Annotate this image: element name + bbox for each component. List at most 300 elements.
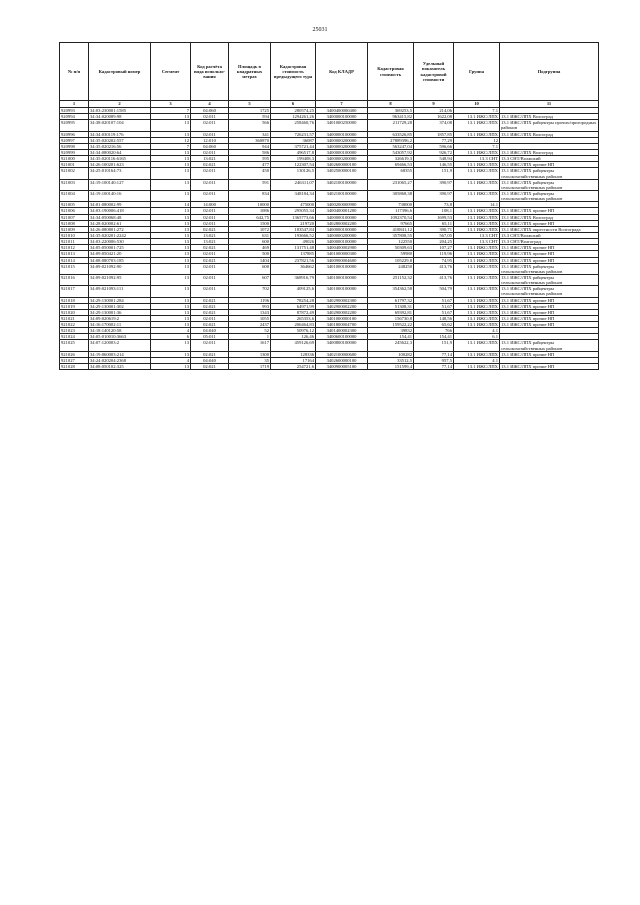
cadastral-cost-cell: 69466,53 bbox=[368, 162, 414, 168]
group-cell: 13.1 ИЖС/ЛПХ bbox=[454, 263, 500, 274]
cadastral-cost-cell: 563247,04 bbox=[368, 143, 414, 149]
header-cell: Кадастровый номер bbox=[89, 43, 151, 101]
row-number-cell: 921013 bbox=[60, 251, 89, 257]
kladr-code-cell: 3400900004600 bbox=[316, 257, 368, 263]
cadastral-cost-cell: 231065,27 bbox=[368, 179, 414, 190]
previous-cost-cell: 78254,28 bbox=[271, 297, 316, 303]
subgroup-cell: 13.1 ИЖС/ЛПХ прочие НП bbox=[500, 220, 599, 226]
area-cell: 2437 bbox=[229, 322, 271, 328]
usage-code-cell: 02:021 bbox=[191, 303, 229, 309]
usage-code-cell: 13:021 bbox=[191, 232, 229, 238]
column-number: 3 bbox=[151, 101, 191, 108]
area-cell: 1086 bbox=[229, 208, 271, 214]
unit-cost-cell: 108,1 bbox=[414, 208, 454, 214]
page-number: 25031 bbox=[312, 27, 328, 33]
area-cell: 566 bbox=[229, 120, 271, 131]
row-number-cell: 921016 bbox=[60, 274, 89, 285]
group-cell: 13.1 ИЖС/ЛПХ bbox=[454, 168, 500, 179]
group-cell: 4.1 bbox=[454, 328, 500, 334]
segment-cell: 6 bbox=[151, 334, 191, 340]
subgroup-cell: 13.1 ИЖС/ЛПХ райцентры сельскохозяйственных районов bbox=[500, 340, 599, 351]
cadastral-number-cell: 34:09:021092:95 bbox=[89, 274, 151, 285]
cadastral-number-cell: 34:09:020619:2 bbox=[89, 315, 151, 321]
cadastral-cost-cell: 27889396,2 bbox=[368, 137, 414, 143]
table-row bbox=[60, 286, 599, 297]
segment-cell: 13 bbox=[151, 149, 191, 155]
unit-cost-cell: 148,56 bbox=[414, 315, 454, 321]
cadastral-number-cell: 34:01:080002:99 bbox=[89, 202, 151, 208]
cadastral-number-cell: 34:35:020216:56 bbox=[89, 143, 151, 149]
unit-cost-cell: 77,14 bbox=[414, 351, 454, 357]
previous-cost-cell: 368916,79 bbox=[271, 274, 316, 285]
kladr-code-cell: 3400000100000 bbox=[316, 239, 368, 245]
usage-code-cell: 02:021 bbox=[191, 351, 229, 357]
row-number-cell: 921002 bbox=[60, 168, 89, 179]
column-number: 11 bbox=[500, 101, 599, 108]
cadastral-number-cell: 34:09:021092:90 bbox=[89, 263, 151, 274]
table-body bbox=[60, 108, 599, 370]
segment-cell: 13 bbox=[151, 179, 191, 190]
unit-cost-cell: 1622,08 bbox=[414, 114, 454, 120]
usage-code-cell: 02:011 bbox=[191, 220, 229, 226]
usage-code-cell: 02:011 bbox=[191, 114, 229, 120]
cadastral-number-cell: 34:09:021093:111 bbox=[89, 286, 151, 297]
area-cell: 1300 bbox=[229, 351, 271, 357]
segment-cell: 13 bbox=[151, 257, 191, 263]
subgroup-cell: 13.1 ИЖС/ЛПХ райцентры сельскохозяйственных районов bbox=[500, 168, 599, 179]
area-cell: 1404 bbox=[229, 257, 271, 263]
area-cell: 450 bbox=[229, 168, 271, 179]
cadastral-cost-cell: 59980 bbox=[368, 251, 414, 257]
cadastral-cost-cell: 543057,92 bbox=[368, 149, 414, 155]
unit-cost-cell: 51,67 bbox=[414, 297, 454, 303]
previous-cost-cell: 246311,07 bbox=[271, 179, 316, 190]
previous-cost-cell: 496517,8 bbox=[271, 149, 316, 155]
unit-cost-cell: 504,79 bbox=[414, 286, 454, 297]
segment-cell: 7 bbox=[151, 143, 191, 149]
cadastral-number-cell: 34:03:220006:530 bbox=[89, 239, 151, 245]
kladr-code-cell: 3400600100000 bbox=[316, 334, 368, 340]
segment-cell: 13 bbox=[151, 251, 191, 257]
kladr-code-cell: 3400400001200 bbox=[316, 208, 368, 214]
usage-code-cell: 02:011 bbox=[191, 179, 229, 190]
usage-code-cell: 02:011 bbox=[191, 286, 229, 297]
group-cell: 13.1 ИЖС/ЛПХ bbox=[454, 315, 500, 321]
cadastral-number-cell: 34:19:100140:16 bbox=[89, 190, 151, 201]
usage-code-cell: 04:060 bbox=[191, 143, 229, 149]
group-cell: 13.1 ИЖС/ЛПХ bbox=[454, 149, 500, 155]
column-number-row bbox=[60, 101, 599, 108]
subgroup-cell: 13.1 ИЖС/ЛПХ прочие НП bbox=[500, 297, 599, 303]
cadastral-number-cell: 34:35:020202:557 bbox=[89, 137, 151, 143]
subgroup-cell: 13.1 ИЖС/ЛПХ прочие НП bbox=[500, 208, 599, 214]
row-number-cell: 920999 bbox=[60, 149, 89, 155]
kladr-code-cell: 3400900005100 bbox=[316, 364, 368, 370]
segment-cell: 14 bbox=[151, 202, 191, 208]
usage-code-cell: 13:021 bbox=[191, 239, 229, 245]
previous-cost-cell: 348184,34 bbox=[271, 190, 316, 201]
area-cell: 52 bbox=[229, 328, 271, 334]
kladr-code-cell: 3400000100000 bbox=[316, 226, 368, 232]
table-row bbox=[60, 179, 599, 190]
unit-cost-cell: 146,55 bbox=[414, 162, 454, 168]
kladr-code-cell: 3400200000900 bbox=[316, 202, 368, 208]
cadastral-cost-cell: 738000 bbox=[368, 202, 414, 208]
area-cell: 1196 bbox=[229, 297, 271, 303]
cadastral-cost-cell: 68355 bbox=[368, 168, 414, 179]
cadastral-cost-cell: 251152,32 bbox=[368, 274, 414, 285]
previous-cost-cell: 364662 bbox=[271, 263, 316, 274]
previous-cost-cell: 265353,6 bbox=[271, 315, 316, 321]
area-cell: 586 bbox=[229, 149, 271, 155]
subgroup-cell: 13.1 ИЖС/ЛПХ прочие НП bbox=[500, 303, 599, 309]
unit-cost-cell: 413,76 bbox=[414, 263, 454, 274]
cadastral-cost-cell: 105229,8 bbox=[368, 257, 414, 263]
subgroup-cell: 13.1 ИЖС/ЛПХ прочие НП bbox=[500, 351, 599, 357]
previous-cost-cell: 726231,57 bbox=[271, 131, 316, 137]
header-cell: Сегмент bbox=[151, 43, 191, 101]
row-number-cell: 920997 bbox=[60, 137, 89, 143]
subgroup-cell: 13.1 ИЖС/ЛПХ Волгоград bbox=[500, 131, 599, 137]
kladr-code-cell: 3402800002200 bbox=[316, 220, 368, 226]
header-cell: Код расчёта вида использо-вания bbox=[191, 43, 229, 101]
subgroup-cell: 13.1 ИЖС/ЛПХ прочие НП bbox=[500, 251, 599, 257]
previous-cost-cell: 206464,83 bbox=[271, 322, 316, 328]
previous-cost-cell: 50976,12 bbox=[271, 328, 316, 334]
kladr-code-cell: 3402100100000 bbox=[316, 190, 368, 201]
previous-cost-cell: 49026 bbox=[271, 239, 316, 245]
area-cell: 642,75 bbox=[229, 214, 271, 220]
kladr-code-cell: 3402600000100 bbox=[316, 162, 368, 168]
previous-cost-cell: 219720 bbox=[271, 220, 316, 226]
header-cell: Код КЛАДР bbox=[316, 43, 368, 101]
segment-cell: 13 bbox=[151, 190, 191, 201]
kladr-code-cell: 3401000000300 bbox=[316, 251, 368, 257]
cadastral-number-cell: 34:26:080801:272 bbox=[89, 226, 151, 232]
unit-cost-cell: 1699,53 bbox=[414, 214, 454, 220]
row-number-cell: 920998 bbox=[60, 143, 89, 149]
area-cell: 500 bbox=[229, 251, 271, 257]
unit-cost-cell: 74,95 bbox=[414, 257, 454, 263]
previous-cost-cell: 237821,56 bbox=[271, 257, 316, 263]
header-cell: Кадастровая стоимость предыдущего тура bbox=[271, 43, 316, 101]
usage-code-cell: 02:021 bbox=[191, 297, 229, 303]
cadastral-cost-cell: 326619,3 bbox=[368, 156, 414, 162]
usage-code-cell: 04:040 bbox=[191, 357, 229, 363]
row-number-cell: 921003 bbox=[60, 179, 89, 190]
area-cell: 600 bbox=[229, 239, 271, 245]
column-number: 7 bbox=[316, 101, 368, 108]
row-number-cell: 921001 bbox=[60, 162, 89, 168]
previous-cost-cell: 183547,84 bbox=[271, 226, 316, 232]
group-cell: 13.1 ИЖС/ЛПХ bbox=[454, 114, 500, 120]
column-number: 1 bbox=[60, 101, 89, 108]
cadastral-number-cell: 34:08:080703:185 bbox=[89, 257, 151, 263]
unit-cost-cell: 151,9 bbox=[414, 340, 454, 351]
segment-cell: 7 bbox=[151, 108, 191, 114]
unit-cost-cell: 77,29 bbox=[414, 137, 454, 143]
segment-cell: 13 bbox=[151, 245, 191, 251]
segment-cell: 13 bbox=[151, 214, 191, 220]
usage-code-cell: 02:021 bbox=[191, 162, 229, 168]
kladr-code-cell: 3401000250000 bbox=[316, 120, 368, 131]
previous-cost-cell: 126,46 bbox=[271, 334, 316, 340]
previous-cost-cell: 1294261,26 bbox=[271, 114, 316, 120]
cadastral-number-cell: 34:29:130001:36 bbox=[89, 309, 151, 315]
unit-cost-cell: 204,25 bbox=[414, 239, 454, 245]
usage-code-cell: 02:011 bbox=[191, 131, 229, 137]
unit-cost-cell: 567,05 bbox=[414, 232, 454, 238]
cadastral-cost-cell: 159522,22 bbox=[368, 322, 414, 328]
header-cell: Площадь в квадратных метрах bbox=[229, 43, 271, 101]
usage-code-cell: 14:000 bbox=[191, 202, 229, 208]
cadastral-cost-cell: 369253,5 bbox=[368, 108, 414, 114]
group-cell: 13.1 ИЖС/ЛПХ bbox=[454, 245, 500, 251]
unit-cost-cell: 51,67 bbox=[414, 309, 454, 315]
cadastral-number-cell: 34:28:020002:61 bbox=[89, 220, 151, 226]
group-cell: 13.1 ИЖС/ЛПХ bbox=[454, 297, 500, 303]
kladr-code-cell: 3402600000100 bbox=[316, 357, 368, 363]
unit-cost-cell: 51,67 bbox=[414, 303, 454, 309]
segment-cell: 13 bbox=[151, 351, 191, 357]
segment-cell: 13 bbox=[151, 114, 191, 120]
group-cell: 13.3 СНТ bbox=[454, 232, 500, 238]
subgroup-cell: 13.1 ИЖС/ЛПХ окрестности Волгограда bbox=[500, 226, 599, 232]
group-cell: 13.1 ИЖС/ЛПХ bbox=[454, 303, 500, 309]
previous-cost-cell: 258460,76 bbox=[271, 120, 316, 131]
row-number-cell: 921017 bbox=[60, 286, 89, 297]
kladr-code-cell: 3402900002200 bbox=[316, 303, 368, 309]
subgroup-cell: 13.1 ИЖС/ЛПХ прочие НП bbox=[500, 257, 599, 263]
area-cell: 360870 bbox=[229, 137, 271, 143]
previous-cost-cell: 199408,3 bbox=[271, 156, 316, 162]
header-cell: Подгруппа bbox=[500, 43, 599, 101]
subgroup-cell: 13.1 ИЖС/ЛПХ райцентры сельскохозяйственных районов bbox=[500, 274, 599, 285]
cadastral-number-cell: 34:29:130001:302 bbox=[89, 303, 151, 309]
header-cell: Кадастровая стоимость bbox=[368, 43, 414, 101]
table-row bbox=[60, 364, 599, 370]
group-cell: 7.1 bbox=[454, 143, 500, 149]
usage-code-cell: 02:021 bbox=[191, 257, 229, 263]
unit-cost-cell: 390,97 bbox=[414, 190, 454, 201]
area-cell: 469 bbox=[229, 245, 271, 251]
kladr-code-cell: 3400000100000 bbox=[316, 114, 368, 120]
previous-cost-cell: 280574,25 bbox=[271, 108, 316, 114]
group-cell: 13.3 СНТ bbox=[454, 239, 500, 245]
unit-cost-cell: 926,72 bbox=[414, 149, 454, 155]
cadastral-number-cell: 34:34:020089:98 bbox=[89, 114, 151, 120]
cadastral-number-cell: 34:34:030119:176 bbox=[89, 131, 151, 137]
cadastral-cost-cell: 122550 bbox=[368, 239, 414, 245]
previous-cost-cell: 375721,44 bbox=[271, 143, 316, 149]
cadastral-cost-cell: 154,41 bbox=[368, 334, 414, 340]
area-cell: 341 bbox=[229, 131, 271, 137]
cadastral-number-cell: 34:05:050001:725 bbox=[89, 245, 151, 251]
area-cell: 944 bbox=[229, 143, 271, 149]
segment-cell: 13 bbox=[151, 120, 191, 131]
segment-cell: 13 bbox=[151, 162, 191, 168]
column-number: 9 bbox=[414, 101, 454, 108]
usage-code-cell: 02:021 bbox=[191, 245, 229, 251]
segment-cell: 13 bbox=[151, 286, 191, 297]
cadastral-cost-cell: 354362,58 bbox=[368, 286, 414, 297]
column-number: 8 bbox=[368, 101, 414, 108]
usage-code-cell: 02:021 bbox=[191, 309, 229, 315]
cadastral-number-cell: 34:07:120003:2 bbox=[89, 340, 151, 351]
group-cell: 12 bbox=[454, 137, 500, 143]
previous-cost-cell: 122307,54 bbox=[271, 162, 316, 168]
area-cell: 1500 bbox=[229, 220, 271, 226]
previous-cost-cell: 475000 bbox=[271, 202, 316, 208]
cadastral-number-cell: 34:03:190006:418 bbox=[89, 208, 151, 214]
row-number-cell: 921009 bbox=[60, 226, 89, 232]
cadastral-number-cell: 34:08:050102:325 bbox=[89, 364, 151, 370]
cadastral-cost-cell: 357808,55 bbox=[368, 232, 414, 238]
cadastral-cost-cell: 211729,28 bbox=[368, 120, 414, 131]
group-cell: 13.1 ИЖС/ЛПХ bbox=[454, 162, 500, 168]
cadastral-cost-cell: 1092370,54 bbox=[368, 214, 414, 220]
table-row bbox=[60, 120, 599, 131]
group-cell: 13.1 ИЖС/ЛПХ bbox=[454, 179, 500, 190]
subgroup-cell: 13.1 ИЖС/ЛПХ райцентры сельскохозяйственных районов bbox=[500, 263, 599, 274]
header-cell: Удельный показатель кадастровой стоимости bbox=[414, 43, 454, 101]
segment-cell: 4 bbox=[151, 357, 191, 363]
row-number-cell: 921012 bbox=[60, 245, 89, 251]
area-cell: 591 bbox=[229, 179, 271, 190]
kladr-code-cell: 3402900002300 bbox=[316, 297, 368, 303]
group-cell: 13.1 ИЖС/ЛПХ bbox=[454, 274, 500, 285]
row-number-cell: 920996 bbox=[60, 131, 89, 137]
previous-cost-cell: 64971,99 bbox=[271, 303, 316, 309]
column-number: 5 bbox=[229, 101, 271, 108]
cadastral-cost-cell: 33512,5 bbox=[368, 357, 414, 363]
table-row bbox=[60, 190, 599, 201]
kladr-code-cell: 3400000200000 bbox=[316, 137, 368, 143]
group-cell: 13.1 ИЖС/ЛПХ bbox=[454, 322, 500, 328]
unit-cost-cell: 154,41 bbox=[414, 334, 454, 340]
previous-cost-cell: 17164 bbox=[271, 357, 316, 363]
row-number-cell: 921014 bbox=[60, 257, 89, 263]
row-number-cell: 921006 bbox=[60, 208, 89, 214]
unit-cost-cell: 119,96 bbox=[414, 251, 454, 257]
area-cell: 594 bbox=[229, 114, 271, 120]
segment-cell: 13 bbox=[151, 315, 191, 321]
subgroup-cell: 13.3 СНТ/Волжский bbox=[500, 232, 599, 238]
cadastral-cost-cell: 633526,85 bbox=[368, 131, 414, 137]
cadastral-number-cell: 34:09:050421:20 bbox=[89, 251, 151, 257]
group-cell: 13.1 ИЖС/ЛПХ bbox=[454, 131, 500, 137]
unit-cost-cell: 73,8 bbox=[414, 202, 454, 208]
header-cell: № п/п bbox=[60, 43, 89, 101]
kladr-code-cell: 3400000100000 bbox=[316, 214, 368, 220]
kladr-code-cell: 3400000200000 bbox=[316, 143, 368, 149]
area-cell: 1 bbox=[229, 334, 271, 340]
area-cell: 631 bbox=[229, 232, 271, 238]
usage-code-cell: 02:011 bbox=[191, 208, 229, 214]
group-cell: 13.1 ИЖС/ЛПХ bbox=[454, 120, 500, 131]
subgroup-cell: 13.1 ИЖС/ЛПХ Волгоград bbox=[500, 214, 599, 220]
cadastral-number-cell: 34:25:010164:73 bbox=[89, 168, 151, 179]
unit-cost-cell: 766 bbox=[414, 328, 454, 334]
row-number-cell: 921000 bbox=[60, 156, 89, 162]
segment-cell: 13 bbox=[151, 322, 191, 328]
table-row bbox=[60, 274, 599, 285]
segment-cell: 13 bbox=[151, 364, 191, 370]
group-cell: 13.1 ИЖС/ЛПХ bbox=[454, 309, 500, 315]
row-number-cell: 921024 bbox=[60, 334, 89, 340]
area-cell: 1055 bbox=[229, 315, 271, 321]
cadastral-cost-cell: 51308,31 bbox=[368, 303, 414, 309]
kladr-code-cell: 3401000000100 bbox=[316, 315, 368, 321]
cadastral-cost-cell: 305868,38 bbox=[368, 190, 414, 201]
segment-cell: 13 bbox=[151, 303, 191, 309]
area-cell: 702 bbox=[229, 286, 271, 297]
row-number-cell: 921020 bbox=[60, 309, 89, 315]
cadastral-cost-cell: 97665 bbox=[368, 220, 414, 226]
usage-code-cell: 02:011 bbox=[191, 120, 229, 131]
kladr-code-cell: 3401000100000 bbox=[316, 286, 368, 297]
group-cell: 13.1 ИЖС/ЛПХ bbox=[454, 364, 500, 370]
subgroup-cell: 13.3 СНТ/Волгоград bbox=[500, 239, 599, 245]
kladr-code-cell: 3400400002900 bbox=[316, 245, 368, 251]
cadastral-cost-cell: 963415,82 bbox=[368, 114, 414, 120]
usage-code-cell: 02:011 bbox=[191, 340, 229, 351]
kladr-code-cell: 3400000100000 bbox=[316, 149, 368, 155]
group-cell: 13.1 ИЖС/ЛПХ bbox=[454, 220, 500, 226]
segment-cell: 13 bbox=[151, 208, 191, 214]
column-number: 6 bbox=[271, 101, 316, 108]
segment-cell: 13 bbox=[151, 226, 191, 232]
segment-cell: 13 bbox=[151, 168, 191, 179]
unit-cost-cell: 596,66 bbox=[414, 143, 454, 149]
area-cell: 1072 bbox=[229, 226, 271, 232]
row-number-cell: 921021 bbox=[60, 315, 89, 321]
previous-cost-cell: 137885 bbox=[271, 251, 316, 257]
usage-code-cell: 02:021 bbox=[191, 364, 229, 370]
segment-cell: 13 bbox=[151, 131, 191, 137]
cadastral-number-cell: 34:38:020107:104 bbox=[89, 120, 151, 131]
group-cell: 13.1 ИЖС/ЛПХ bbox=[454, 340, 500, 351]
kladr-code-cell: 3401400002300 bbox=[316, 328, 368, 334]
group-cell: 13.3 СНТ bbox=[454, 156, 500, 162]
usage-code-cell: 02:011 bbox=[191, 214, 229, 220]
area-cell: 1719 bbox=[229, 364, 271, 370]
previous-cost-cell: 254721,6 bbox=[271, 364, 316, 370]
area-cell: 595 bbox=[229, 156, 271, 162]
cadastral-number-cell: 34:19:060003:214 bbox=[89, 351, 151, 357]
group-cell: 13.1 ИЖС/ЛПХ bbox=[454, 208, 500, 214]
subgroup-cell: 13.3 СНТ/Волжский bbox=[500, 156, 599, 162]
row-number-cell: 921026 bbox=[60, 351, 89, 357]
usage-code-cell: 02:011 bbox=[191, 274, 229, 285]
segment-cell: 12 bbox=[151, 137, 191, 143]
previous-cost-cell: 295055,34 bbox=[271, 208, 316, 214]
unit-cost-cell: 65,11 bbox=[414, 220, 454, 226]
usage-code-cell: 13:021 bbox=[191, 156, 229, 162]
cadastral-cost-cell: 418841,12 bbox=[368, 226, 414, 232]
usage-code-cell: 02:011 bbox=[191, 315, 229, 321]
cadastral-number-cell: 34:03:230001:1585 bbox=[89, 108, 151, 114]
previous-cost-cell: 459126,69 bbox=[271, 340, 316, 351]
segment-cell: 13 bbox=[151, 263, 191, 274]
group-cell: 4.1 bbox=[454, 357, 500, 363]
column-number: 2 bbox=[89, 101, 151, 108]
segment-cell: 13 bbox=[151, 274, 191, 285]
segment-cell: 13 bbox=[151, 232, 191, 238]
subgroup-cell: 13.1 ИЖС/ЛПХ Волгоград bbox=[500, 149, 599, 155]
kladr-code-cell: 3402500000100 bbox=[316, 168, 368, 179]
row-number-cell: 921023 bbox=[60, 328, 89, 334]
